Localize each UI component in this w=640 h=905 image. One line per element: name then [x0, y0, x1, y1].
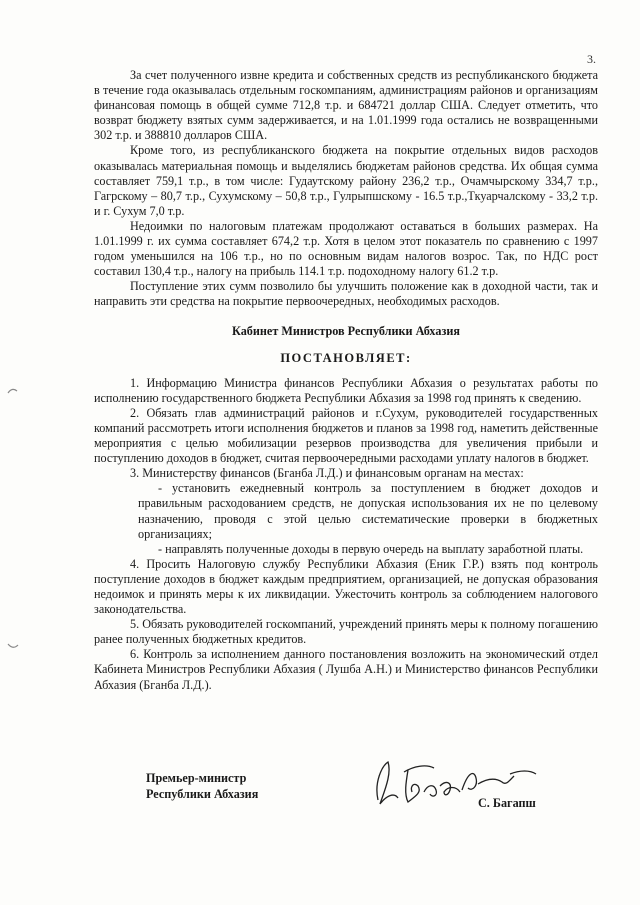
paragraph: Поступление этих сумм позволило бы улучшить положение как в доходной части, так и направить эти средства на покрытие первоочередных, необходимых расходов.	[94, 279, 598, 309]
paragraph: Недоимки по налоговым платежам продолжают оставаться в больших размерах. На 1.01.1999 г. их сумма составляет 674,2 т.р. Хотя в целом этот показатель по сравнению с 1997 годом уменьшился на 106 т.р., но по основным видам налогов возрос. Так, по НДС рост составил 130,4 т.р., налогу на прибыль 114.1 т.р. подоходному налогу 61.2 т.р.	[94, 218, 598, 279]
scan-mark-icon	[6, 385, 20, 397]
signatory-title-line: Премьер-министр	[146, 771, 247, 785]
resolution-item: 1. Информацию Министра финансов Республики Абхазия о результатах работы по исполнению государственного бюджета Республики Абхазия за 1998 год принять к сведению.	[94, 375, 598, 405]
resolution-item: 3. Министерству финансов (Бганба Л.Д.) и финансовым органам на местах:	[130, 466, 524, 481]
resolve-heading: ПОСТАНОВЛЯЕТ:	[280, 350, 412, 365]
page-number: 3.	[587, 52, 596, 66]
resolution-subitem: - направлять полученные доходы в первую очередь на выплату заработной платы.	[158, 541, 584, 556]
resolution-item: 5. Обязать руководителей госкомпаний, учреждений принять меры к полному погашению ранее полученных бюджетных кредитов.	[94, 617, 598, 647]
signatory-title-line: Республики Абхазия	[146, 787, 259, 801]
resolution-item: 6. Контроль за исполнением данного постановления возложить на экономический отдел Кабинета Министров Республики Абхазия ( Лушба А.Н.) и Министерство финансов Республики Абхазия (Бганба Л.Д.).	[94, 647, 598, 692]
resolution-subitem: - установить ежедневный контроль за поступлением в бюджет доходов и правильным расходованием средств, не допуская использования их не по целевому назначению, проводя с этой целью систематические проверки в бюджетных организациях;	[138, 481, 598, 541]
scan-mark-icon	[6, 640, 20, 652]
document-body	[94, 68, 598, 693]
paragraph: За счет полученного извне кредита и собственных средств из республиканского бюджета в течение года оказывалась отдельным госкомпаниям, администрациям районов и организациям финансовая помощь в общей сумме 712,8 т.р. и 684721 доллар США. Следует отметить, что возврат бюджету взятых сумм задерживается, и на 1.01.1999 года остались не возвращенными 302 т.р. и 388810 долларов США.	[94, 68, 598, 143]
paragraph: Кроме того, из республиканского бюджета на покрытие отдельных видов расходов оказывалась материальная помощь и выделялись бюджетам районов средства. Их общая сумма составляет 759,1 т.р., в том числе: Гудаутскому району 236,2 т.р., Очамчырскому 334,7 т.р., Гагрскому – 80,7 т.р., Сухумскому – 50,8 т.р., Гулрыпшскому - 16.5 т.р.,Ткуарчалскому - 33,2 т.р. и г. Сухум 7,0 т.р.	[94, 143, 598, 218]
signatory-title	[146, 770, 366, 802]
cabinet-heading: Кабинет Министров Республики Абхазия	[232, 323, 460, 338]
resolution-item: 2. Обязать глав администраций районов и г.Сухум, руководителей государственных компаний рассмотреть итоги исполнения бюджетов и планов за 1998 год, наметить действенные мероприятия с целью мобилизации резервов производства для увеличения прибыли и поступлению доходов в бюджет, считая первоочередными расходами уплату налогов в бюджет.	[94, 405, 598, 466]
resolution-item: 4. Просить Налоговую службу Республики Абхазия (Еник Г.Р.) взять под контроль поступление доходов в бюджет каждым предприятием, организацией, не допуская образования недоимок и принять меры к их ликвидации. Ужесточить контроль за соблюдением налогового законодательства.	[94, 556, 598, 617]
signatory-name: С. Багапш	[478, 796, 536, 810]
